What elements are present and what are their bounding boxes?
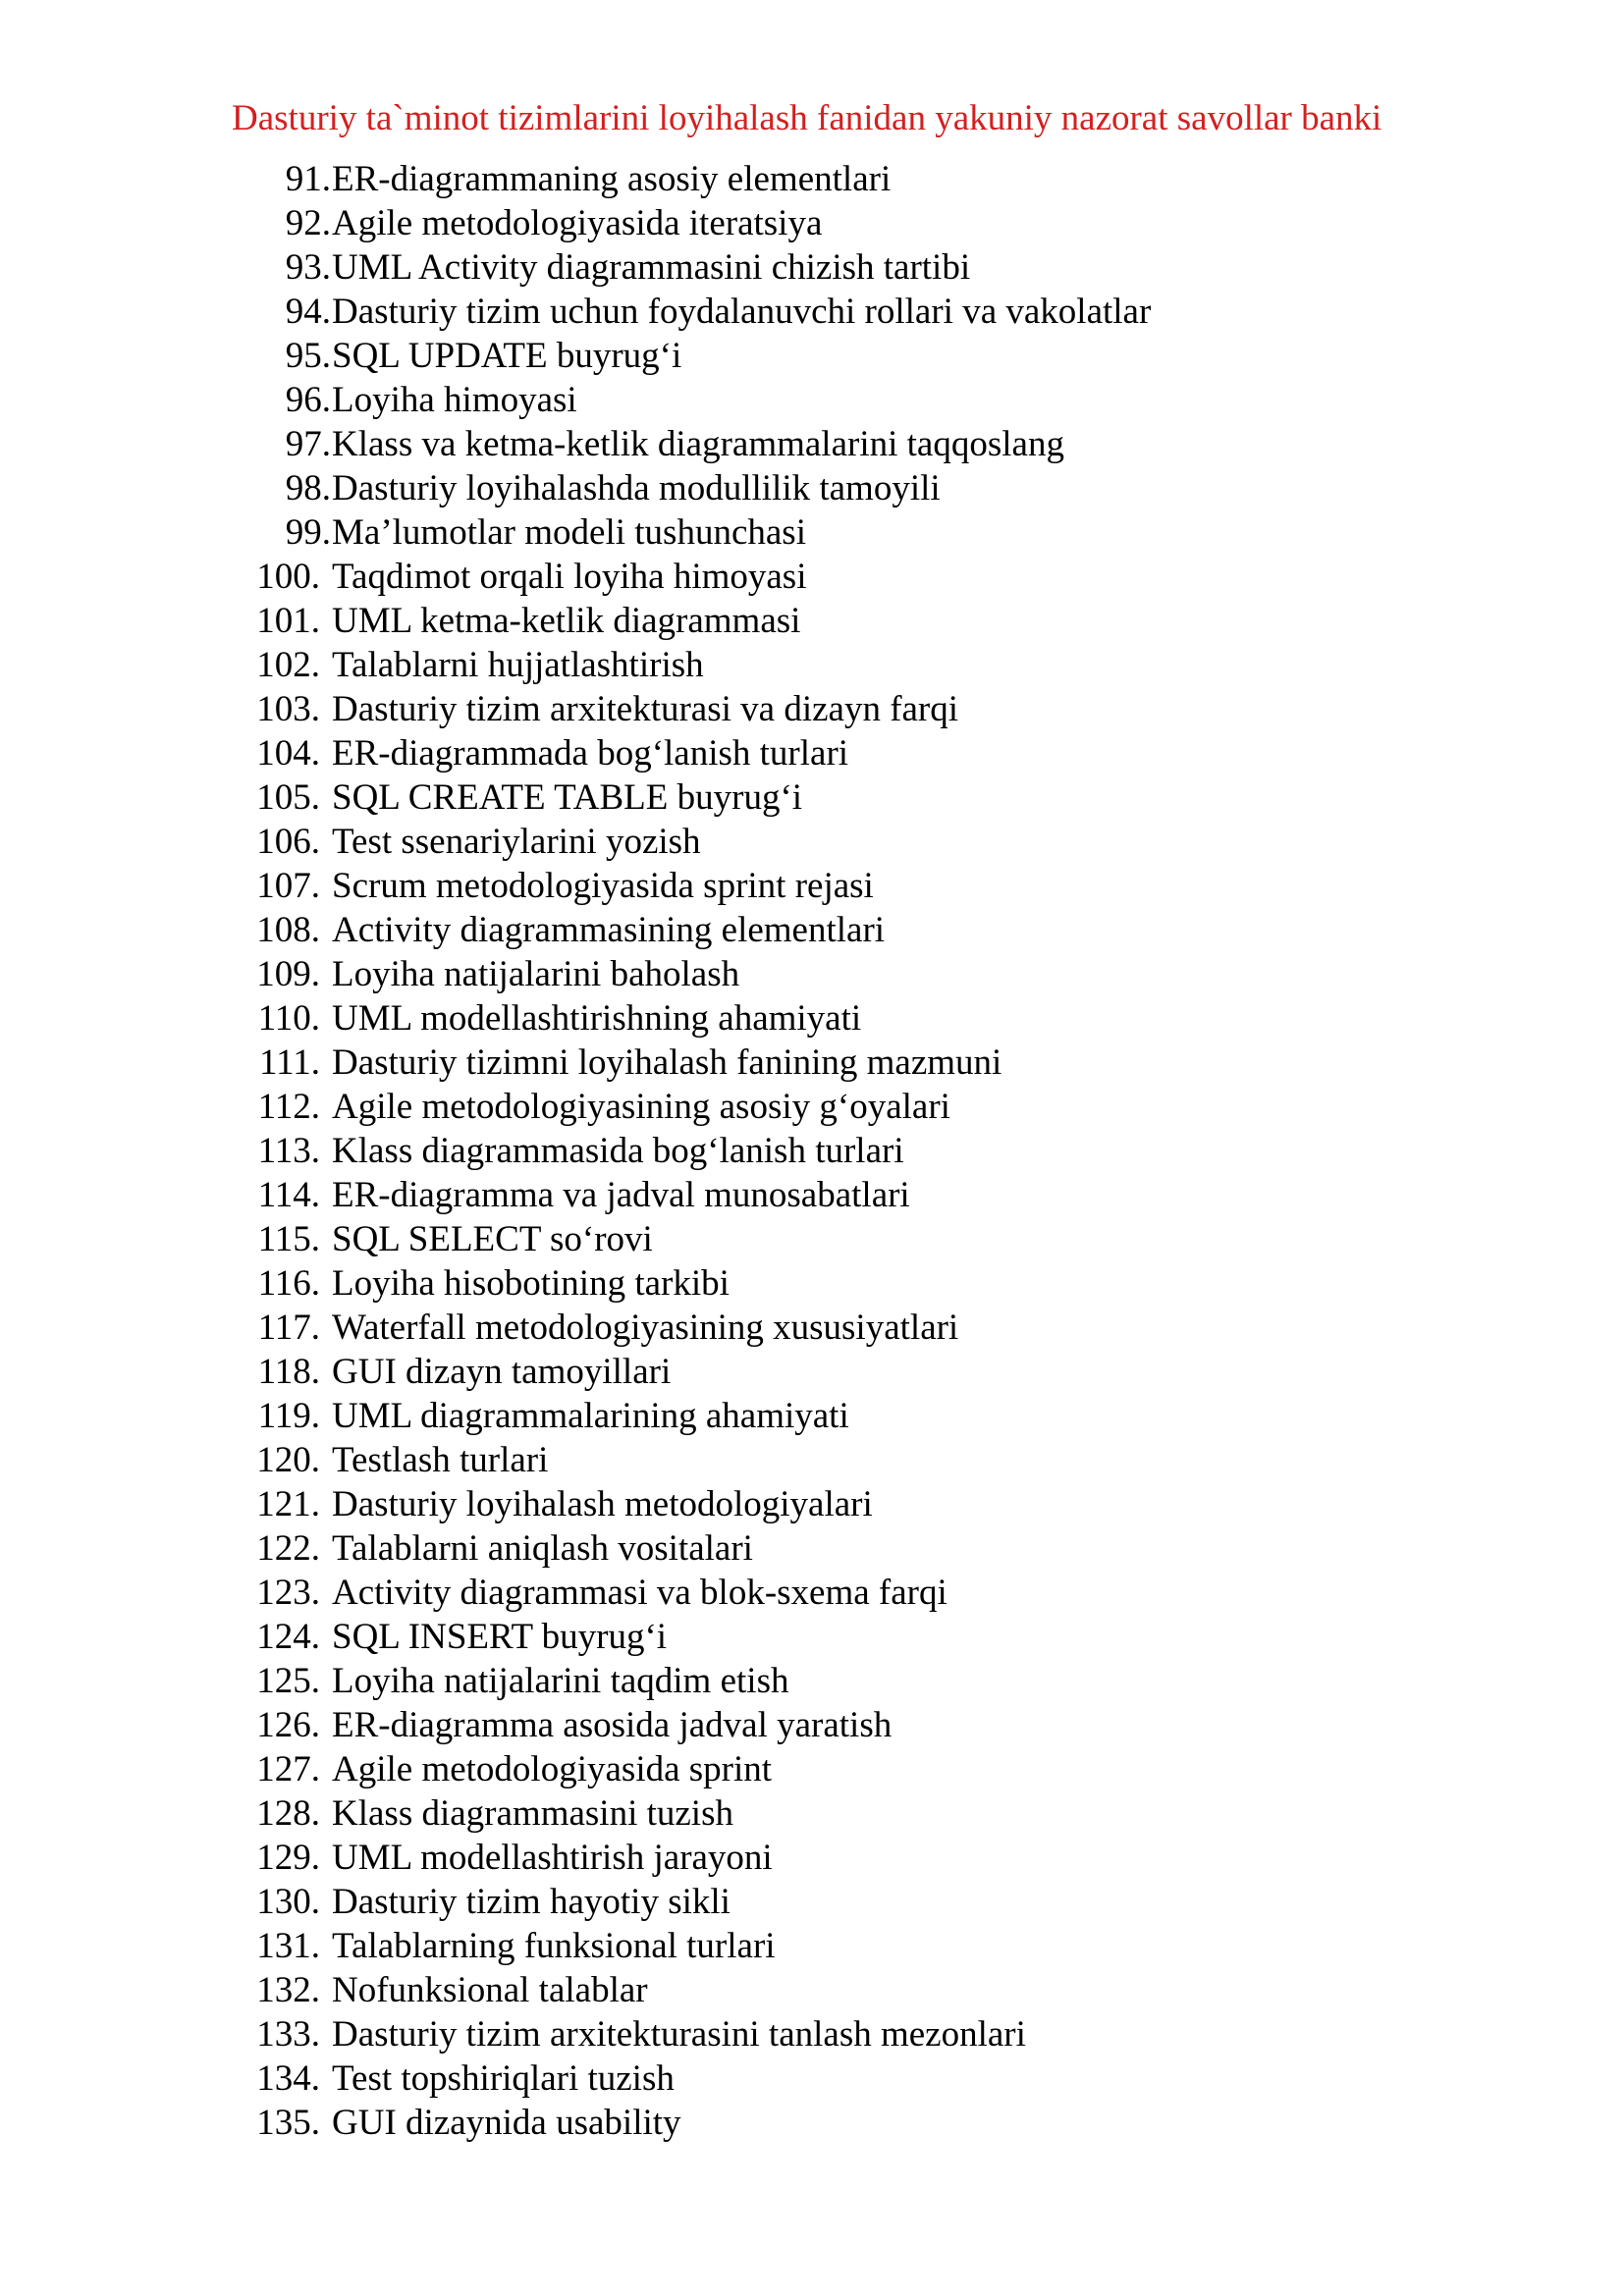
- question-number: 135.: [256, 2103, 320, 2143]
- question-text: UML modellashtirishning ahamiyati: [332, 998, 862, 1039]
- question-text: SQL SELECT so‘rovi: [332, 1219, 653, 1259]
- question-text: Klass diagrammasida bog‘lanish turlari: [332, 1131, 904, 1171]
- question-text: SQL UPDATE buyrug‘i: [332, 336, 682, 376]
- question-number: 126.: [256, 1705, 320, 1745]
- question-number: 119.: [257, 1396, 320, 1436]
- question-text: ER-diagramma asosida jadval yaratish: [332, 1705, 893, 1745]
- question-text: UML Activity diagrammasini chizish tartibi: [332, 247, 971, 288]
- question-number: 100.: [256, 557, 320, 597]
- question-number: 131.: [256, 1926, 320, 1966]
- question-text: GUI dizayn tamoyillari: [332, 1352, 672, 1392]
- question-text: Dasturiy tizimni loyihalash fanining mazmuni: [332, 1042, 1002, 1083]
- question-number: 120.: [256, 1440, 320, 1480]
- question-number: 110.: [257, 998, 320, 1039]
- question-number: 117.: [257, 1308, 320, 1348]
- question-number: 107.: [256, 866, 320, 906]
- question-number: 125.: [256, 1661, 320, 1701]
- question-text: Taqdimot orqali loyiha himoyasi: [332, 557, 807, 597]
- question-number: 96.: [285, 380, 331, 420]
- question-number: 105.: [256, 777, 320, 818]
- question-text: UML modellashtirish jarayoni: [332, 1838, 773, 1878]
- question-number: 113.: [257, 1131, 320, 1171]
- question-text: SQL CREATE TABLE buyrug‘i: [332, 777, 803, 818]
- question-number: 111.: [258, 1042, 320, 1083]
- question-number: 115.: [257, 1219, 320, 1259]
- question-text: Agile metodologiyasida iteratsiya: [332, 203, 823, 243]
- question-text: Agile metodologiyasida sprint: [332, 1749, 773, 1789]
- question-number: 99.: [285, 512, 331, 553]
- question-number: 121.: [256, 1484, 320, 1524]
- question-text: Loyiha hisobotining tarkibi: [332, 1263, 730, 1304]
- question-text: Dasturiy loyihalash metodologiyalari: [332, 1484, 873, 1524]
- question-text: UML ketma-ketlik diagrammasi: [332, 601, 801, 641]
- question-text: Activity diagrammasi va blok-sxema farqi: [332, 1573, 947, 1613]
- question-text: Talablarni aniqlash vositalari: [332, 1528, 753, 1569]
- question-number: 103.: [256, 689, 320, 729]
- question-number: 102.: [256, 645, 320, 685]
- question-number: 129.: [256, 1838, 320, 1878]
- question-number: 98.: [285, 468, 331, 508]
- question-text: Talablarning funksional turlari: [332, 1926, 776, 1966]
- question-number: 91.: [285, 159, 331, 199]
- question-text: Waterfall metodologiyasining xususiyatlari: [332, 1308, 959, 1348]
- question-number: 132.: [256, 1970, 320, 2010]
- question-text: ER-diagramma va jadval munosabatlari: [332, 1175, 910, 1215]
- question-number: 93.: [285, 247, 331, 288]
- question-number: 116.: [257, 1263, 320, 1304]
- question-number: 133.: [256, 2014, 320, 2055]
- question-text: Nofunksional talablar: [332, 1970, 648, 2010]
- question-text: Scrum metodologiyasida sprint rejasi: [332, 866, 874, 906]
- question-text: Activity diagrammasining elementlari: [332, 910, 886, 950]
- question-text: Testlash turlari: [332, 1440, 549, 1480]
- question-text: GUI dizaynida usability: [332, 2103, 681, 2143]
- question-number: 97.: [285, 424, 331, 464]
- question-text: Klass va ketma-ketlik diagrammalarini taqqoslang: [332, 424, 1064, 464]
- question-number: 130.: [256, 1882, 320, 1922]
- question-number: 112.: [257, 1087, 320, 1127]
- question-text: Dasturiy tizim hayotiy sikli: [332, 1882, 731, 1922]
- question-text: Ma’lumotlar modeli tushunchasi: [332, 512, 806, 553]
- question-text: Loyiha natijalarini baholash: [332, 954, 740, 994]
- question-text: Loyiha natijalarini taqdim etish: [332, 1661, 789, 1701]
- question-number: 114.: [257, 1175, 320, 1215]
- question-text: SQL INSERT buyrug‘i: [332, 1617, 668, 1657]
- question-number: 108.: [256, 910, 320, 950]
- question-number: 128.: [256, 1793, 320, 1834]
- question-number: 101.: [256, 601, 320, 641]
- question-number: 134.: [256, 2058, 320, 2099]
- question-number: 118.: [257, 1352, 320, 1392]
- question-number: 124.: [256, 1617, 320, 1657]
- question-text: Test topshiriqlari tuzish: [332, 2058, 675, 2099]
- question-text: UML diagrammalarining ahamiyati: [332, 1396, 849, 1436]
- question-text: ER-diagrammada bog‘lanish turlari: [332, 733, 849, 774]
- question-text: Loyiha himoyasi: [332, 380, 577, 420]
- question-number: 122.: [256, 1528, 320, 1569]
- question-number: 106.: [256, 822, 320, 862]
- question-number: 95.: [285, 336, 331, 376]
- question-text: Dasturiy tizim arxitekturasini tanlash mezonlari: [332, 2014, 1026, 2055]
- question-number: 104.: [256, 733, 320, 774]
- question-number: 109.: [256, 954, 320, 994]
- question-text: Dasturiy loyihalashda modullilik tamoyili: [332, 468, 941, 508]
- question-number: 92.: [285, 203, 331, 243]
- question-text: Test ssenariylarini yozish: [332, 822, 701, 862]
- document-title: Dasturiy ta`minot tizimlarini loyihalash fanidan yakuniy nazorat savollar banki: [232, 98, 1382, 138]
- question-text: Talablarni hujjatlashtirish: [332, 645, 704, 685]
- question-text: ER-diagrammaning asosiy elementlari: [332, 159, 892, 199]
- question-number: 127.: [256, 1749, 320, 1789]
- question-number: 123.: [256, 1573, 320, 1613]
- question-number: 94.: [285, 292, 331, 332]
- question-text: Dasturiy tizim uchun foydalanuvchi rollari va vakolatlar: [332, 292, 1152, 332]
- question-text: Klass diagrammasini tuzish: [332, 1793, 733, 1834]
- question-text: Dasturiy tizim arxitekturasi va dizayn farqi: [332, 689, 959, 729]
- question-text: Agile metodologiyasining asosiy g‘oyalari: [332, 1087, 950, 1127]
